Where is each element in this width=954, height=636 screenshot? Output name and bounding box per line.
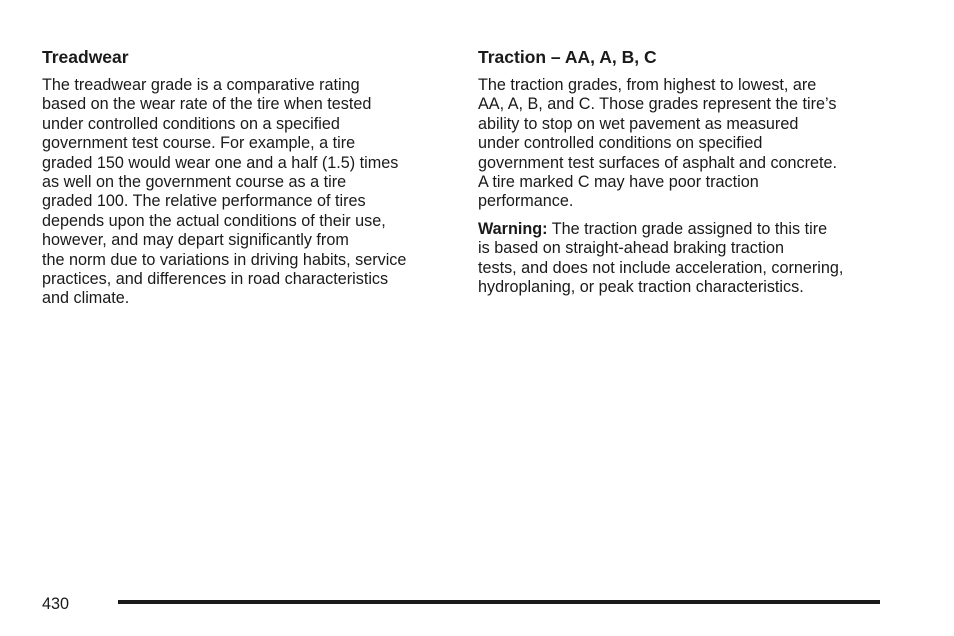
treadwear-line: however, and may depart significantly from xyxy=(42,231,349,250)
warning-line: hydroplaning, or peak traction characteristics. xyxy=(478,278,804,297)
traction-line: ability to stop on wet pavement as measured xyxy=(478,114,799,133)
treadwear-line: The treadwear grade is a comparative rating xyxy=(42,76,360,94)
warning-first-line-text: The traction grade assigned to this tire xyxy=(547,219,828,238)
treadwear-line: based on the wear rate of the tire when tested xyxy=(42,95,372,114)
treadwear-line: practices, and differences in road characteristics xyxy=(42,270,389,289)
traction-line: performance. xyxy=(478,192,574,211)
treadwear-line: graded 100. The relative performance of tires xyxy=(42,192,366,211)
treadwear-line: government test course. For example, a tire xyxy=(42,134,356,153)
traction-line: government test surfaces of asphalt and concrete. xyxy=(478,153,838,172)
treadwear-line: graded 150 would wear one and a half (1.5) times xyxy=(42,153,399,172)
warning-line: is based on straight-ahead braking traction xyxy=(478,239,784,258)
traction-warning xyxy=(478,220,898,298)
warning-line: tests, and does not include acceleration, cornering, xyxy=(478,258,844,277)
treadwear-section xyxy=(42,46,452,309)
traction-line: A tire marked C may have poor traction xyxy=(478,173,759,192)
warning-label: Warning: xyxy=(478,219,548,238)
traction-paragraph xyxy=(478,76,898,212)
treadwear-line: depends upon the actual conditions of their use, xyxy=(42,211,386,230)
page-number: 430 xyxy=(42,595,70,613)
traction-line: AA, A, B, and C. Those grades represent the tire’s xyxy=(478,95,837,114)
traction-heading: Traction – AA, A, B, C xyxy=(478,47,657,67)
treadwear-line: and climate. xyxy=(42,289,130,308)
treadwear-line: under controlled conditions on a specified xyxy=(42,114,340,133)
treadwear-line: as well on the government course as a tire xyxy=(42,173,347,192)
treadwear-line: the norm due to variations in driving habits, service xyxy=(42,250,407,269)
treadwear-heading: Treadwear xyxy=(42,47,129,67)
footer-rule xyxy=(118,600,880,604)
traction-line: The traction grades, from highest to lowest, are xyxy=(478,76,817,94)
warning-line xyxy=(478,220,898,239)
treadwear-paragraph xyxy=(42,76,452,309)
traction-section xyxy=(478,46,898,297)
traction-line: under controlled conditions on specified xyxy=(478,134,763,153)
